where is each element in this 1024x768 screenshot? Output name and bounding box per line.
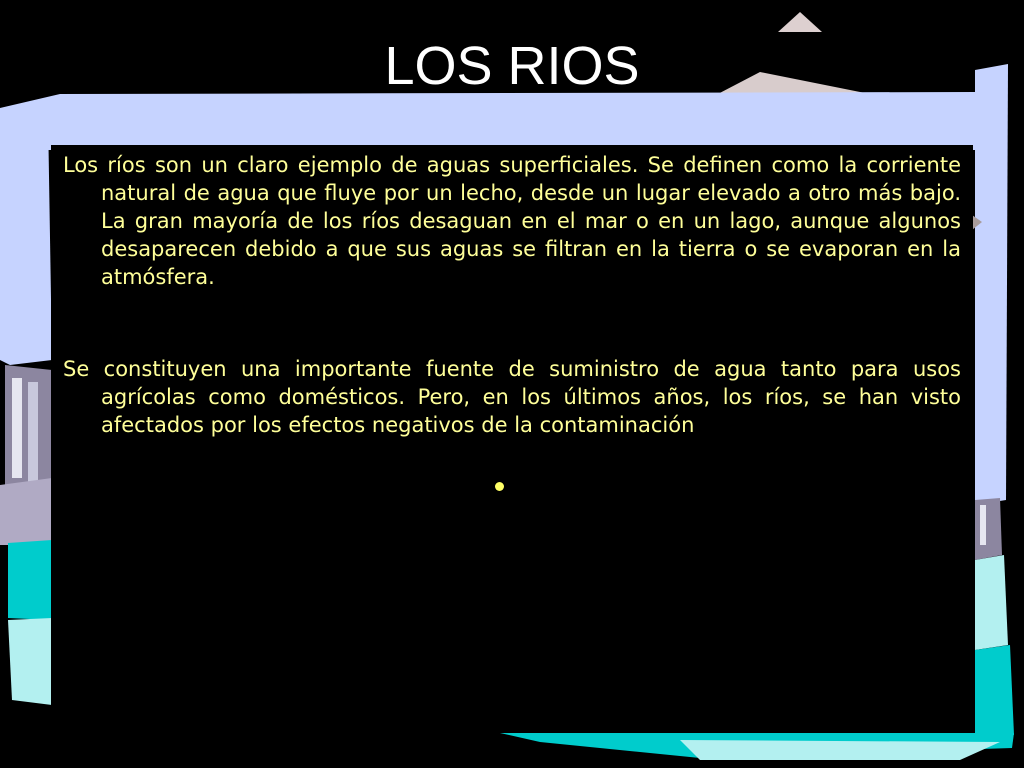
empty-bullet-icon	[495, 482, 504, 491]
paragraph-rios-contaminacion	[63, 355, 961, 439]
frame-bottom-strip	[680, 740, 1000, 760]
slide-title: LOS RIOS	[384, 36, 640, 96]
building-window	[28, 382, 38, 482]
paragraph-rios-definicion	[63, 151, 961, 291]
frame-left-building	[0, 478, 52, 545]
frame-left-strip	[0, 110, 52, 365]
frame-left-cyan	[8, 540, 52, 620]
building-window	[980, 505, 986, 545]
content-box	[51, 145, 973, 733]
paragraph-text: Los ríos son un claro ejemplo de aguas superficiales. Se definen como la corriente natural de agua que fluye por un lecho, desde un lugar elevado a otro más bajo. La gran mayoría de los ríos desaguan en el mar o en un lago, aunque algunos desaparecen debido a que sus aguas se filtran en la tierra o se evaporan en la atmósfera.	[63, 153, 961, 289]
paragraph-text: Se constituyen una importante fuente de suministro de agua tanto para usos agrícolas como domésticos. Pero, en los últimos años, los ríos, se han visto afectados por los efectos negativos de la contaminación	[63, 357, 961, 437]
building-window	[12, 378, 22, 478]
frame-right-strip	[975, 64, 1008, 505]
roof-shape	[778, 12, 822, 32]
frame-right-cyan	[975, 645, 1014, 735]
frame-right-lightcyan	[975, 555, 1008, 650]
frame-left-lightcyan	[8, 618, 52, 705]
frame-right-building	[975, 498, 1002, 560]
